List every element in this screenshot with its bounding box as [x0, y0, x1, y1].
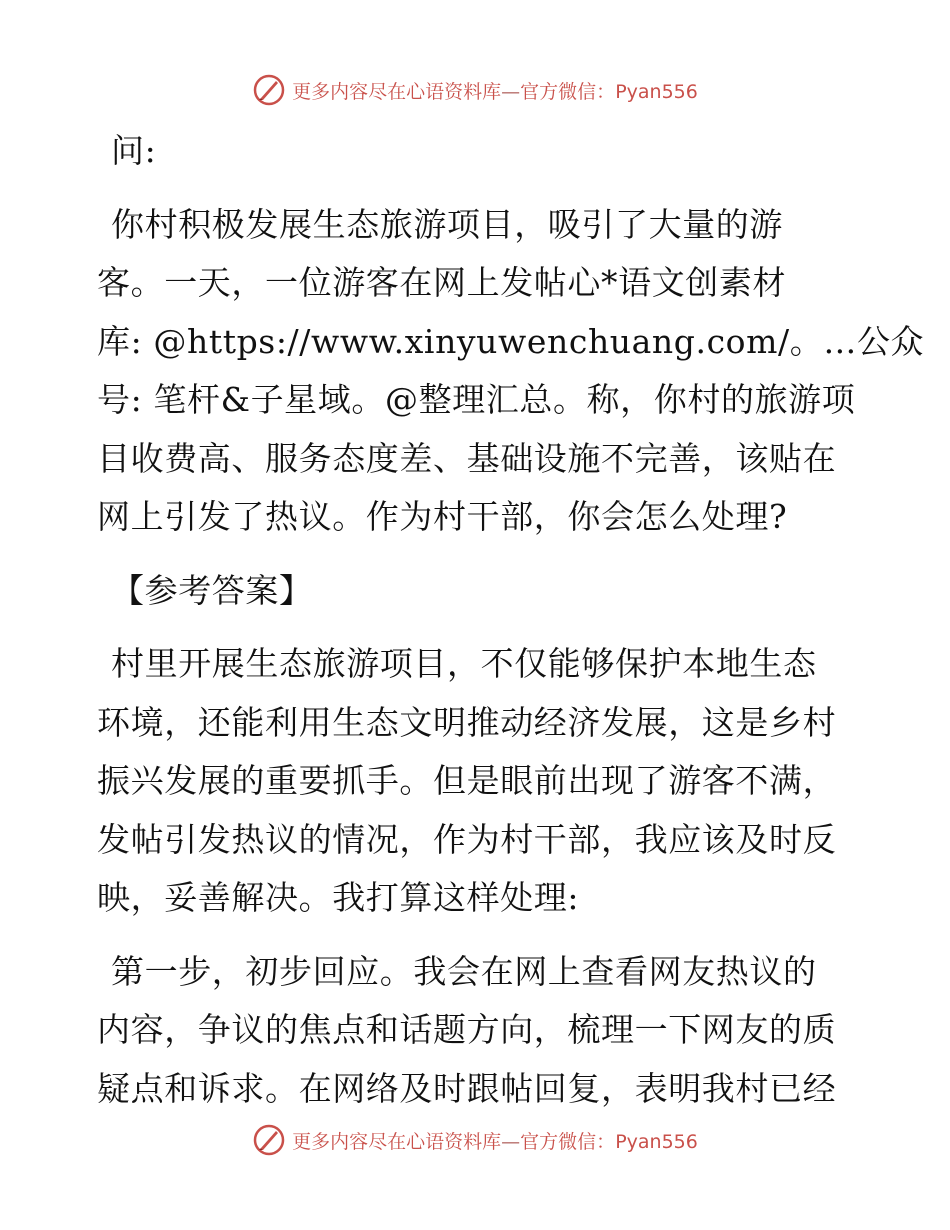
- question-line: 号: 笔杆&子星域。@整理汇总。称，你村的旅游项: [97, 380, 856, 419]
- answer-line: 疑点和诉求。在网络及时跟帖回复，表明我村已经: [97, 1068, 837, 1108]
- answer-line: 内容，争议的焦点和话题方向，梳理一下网友的质: [97, 1010, 837, 1049]
- answer-line: 第一步，初步回应。我会在网上查看网友热议的: [111, 951, 817, 991]
- watermark-text: [292, 1127, 698, 1154]
- watermark-brand: 更多内容尽在心语资料库: [292, 80, 502, 103]
- pen-feather-logo-icon: [252, 1123, 286, 1157]
- answer-line: 村里开展生态旅游项目，不仅能够保护本地生态: [111, 644, 817, 683]
- watermark-separator: —: [501, 80, 521, 103]
- watermark-wechat-id: Pyan556: [615, 80, 698, 103]
- watermark-text: [292, 77, 698, 104]
- question-line: 客。一天，一位游客在网上发帖心*语文创素材: [97, 263, 787, 302]
- footer-watermark: [0, 1120, 950, 1160]
- answer-line: 映，妥善解决。我打算这样处理:: [97, 878, 580, 917]
- watermark-wechat-id: Pyan556: [615, 1130, 698, 1153]
- question-line: 你村积极发展生态旅游项目，吸引了大量的游: [111, 204, 783, 244]
- answer-label: 【参考答案】: [111, 570, 313, 610]
- answer-paragraph-2: [97, 943, 853, 1119]
- pen-feather-logo-icon: [252, 73, 286, 107]
- document-body: [97, 122, 925, 1118]
- question-line: 库: @https://www.xinyuwenchuang.com/。…公众: [97, 321, 925, 361]
- question-paragraph: [97, 196, 925, 547]
- header-watermark: [0, 70, 950, 110]
- answer-line: 发帖引发热议的情况，作为村干部，我应该及时反: [97, 819, 837, 859]
- watermark-wechat-label: 官方微信：: [520, 1130, 616, 1153]
- question-label: 问:: [111, 131, 157, 170]
- answer-paragraph-1: [97, 635, 853, 928]
- answer-line: 环境，还能利用生态文明推动经济发展，这是乡村: [97, 702, 837, 742]
- answer-line: 振兴发展的重要抓手。但是眼前出现了游客不满，: [97, 761, 837, 800]
- watermark-brand: 更多内容尽在心语资料库: [292, 1130, 502, 1153]
- question-line: 目收费高、服务态度差、基础设施不完善，该贴在: [97, 438, 837, 478]
- watermark-wechat-label: 官方微信：: [520, 80, 616, 103]
- question-line: 网上引发了热议。作为村干部，你会怎么处理?: [97, 497, 788, 536]
- watermark-separator: —: [501, 1130, 521, 1153]
